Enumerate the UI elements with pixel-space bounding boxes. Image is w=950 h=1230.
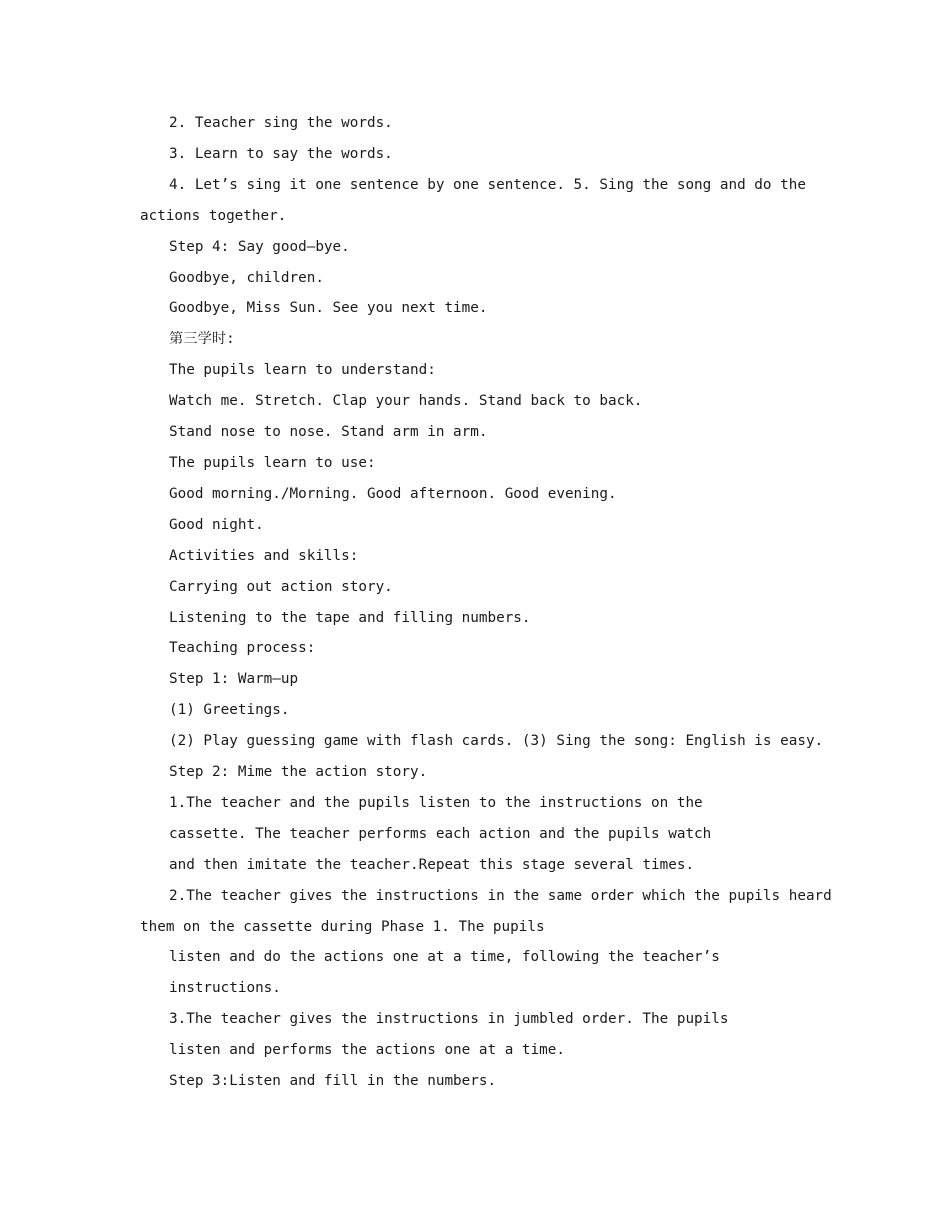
text-line: The pupils learn to understand:: [169, 362, 436, 379]
text-line: (2) Play guessing game with flash cards. (3) Sing the song: English is easy.: [169, 733, 824, 750]
text-line: instructions.: [169, 980, 281, 997]
step-heading: Step 3:Listen and fill in the numbers.: [169, 1073, 497, 1090]
text-line: listen and performs the actions one at a time.: [169, 1042, 565, 1059]
text-line: The pupils learn to use:: [169, 454, 376, 471]
text-line: 3. Learn to say the words.: [169, 145, 393, 162]
text-line: 2. Teacher sing the words.: [169, 115, 393, 131]
text-line: Good night.: [169, 516, 264, 533]
text-line: listen and do the actions one at a time, following the teacher’s: [169, 949, 720, 966]
text-line: cassette. The teacher performs each action and the pupils watch: [169, 825, 712, 842]
text-line: actions together.: [140, 207, 287, 224]
text-line: Stand nose to nose. Stand arm in arm.: [169, 424, 488, 441]
step-heading: Step 1: Warm—up: [169, 671, 299, 688]
text-line: Good morning./Morning. Good afternoon. Good evening.: [169, 485, 617, 502]
text-line: Listening to the tape and filling numbers.: [169, 609, 531, 626]
text-line: Goodbye, children.: [169, 269, 324, 286]
document-body: [140, 108, 832, 1097]
text-line: them on the cassette during Phase 1. The pupils: [140, 918, 545, 935]
text-line: 1.The teacher and the pupils listen to the instructions on the: [169, 794, 703, 811]
section-heading: 第三学时:: [169, 331, 235, 348]
text-line: (1) Greetings.: [169, 702, 290, 719]
text-line: 2.The teacher gives the instructions in the same order which the pupils heard: [169, 887, 832, 904]
text-line: Watch me. Stretch. Clap your hands. Stand back to back.: [169, 393, 643, 410]
text-line: Activities and skills:: [169, 547, 359, 564]
step-heading: Step 2: Mime the action story.: [169, 764, 428, 781]
text-line: 4. Let’s sing it one sentence by one sentence. 5. Sing the song and do the: [169, 176, 806, 193]
text-line: Goodbye, Miss Sun. See you next time.: [169, 300, 488, 317]
text-line: Teaching process:: [169, 640, 316, 657]
text-line: Carrying out action story.: [169, 578, 393, 595]
text-line: 3.The teacher gives the instructions in jumbled order. The pupils: [169, 1011, 729, 1028]
step-heading: Step 4: Say good—bye.: [169, 238, 350, 255]
text-line: and then imitate the teacher.Repeat this stage several times.: [169, 856, 695, 873]
